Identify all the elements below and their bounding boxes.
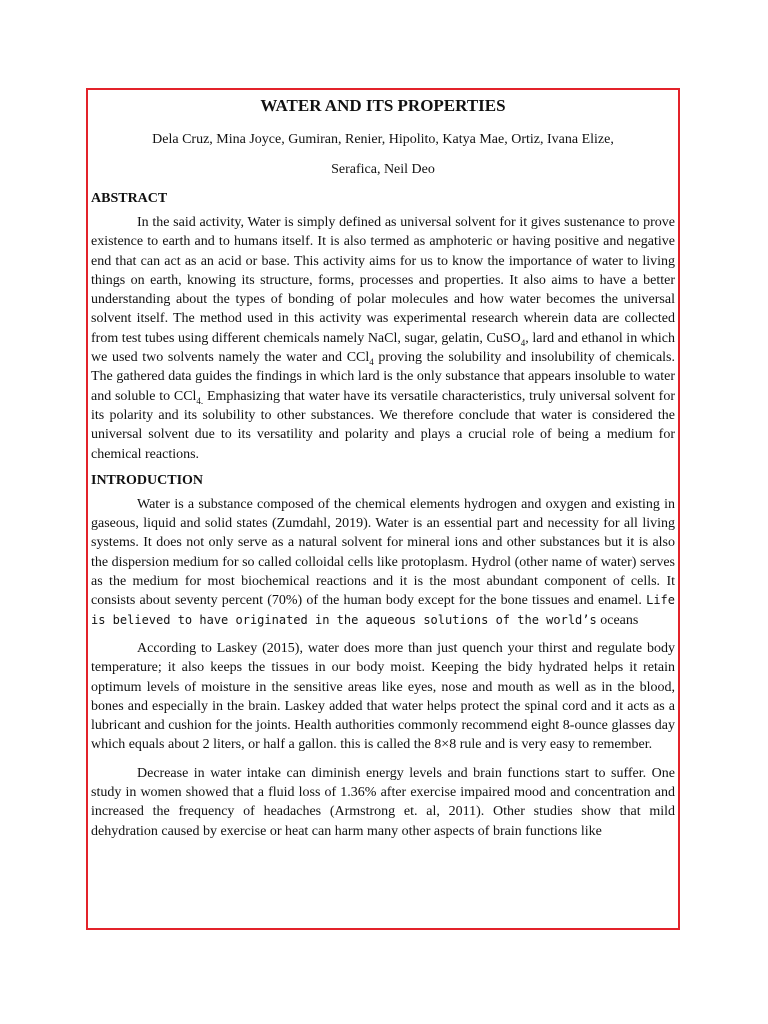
abstract-heading: ABSTRACT bbox=[91, 191, 168, 206]
subscript-4: 4 bbox=[369, 356, 374, 367]
subscript-4: 4. bbox=[196, 395, 204, 406]
authors bbox=[91, 125, 675, 185]
introduction-heading: INTRODUCTION bbox=[91, 472, 204, 488]
intro-paragraph-2: According to Laskey (2015), water does more than just quench your thirst and regulate body temperature; it also keeps the tissues in our body moist. Keeping the bidy hydrated helps it retain optimum levels of moisture in the sensitive areas like eyes, nose and mouth as well as in the blood, bones and especially in the brain. Laskey added that water helps protect the spinal cord and it acts as a lubricant and cushion for the joints. Health authorities commonly recommend eight 8-ounce glasses day which equals about 2 liters, or half a gallon. this is called the 8×8 rule and is very easy to remember. bbox=[91, 640, 675, 753]
document-title: WATER AND ITS PROPERTIES bbox=[260, 96, 506, 115]
abstract-text-3: proving the solubility and insolubility of chemicals. The gathered data guides the findings in which lard is the only substance that appears insoluble to water and soluble to CCl bbox=[91, 350, 676, 404]
abstract-text-2: , lard and ethanol in which we used two solvents namely the water and CCl bbox=[91, 330, 676, 366]
abstract-text-4: Emphasizing that water have its versatile characteristics, truly universal solvent for its polarity and its solubility to other substances. We therefore conclude that water is considered the universal solvent due to its versatility and polarity and plays a crucial role of being a medium for chemical reactions. bbox=[91, 388, 675, 462]
document-page bbox=[86, 88, 680, 930]
intro-paragraph-3: Decrease in water intake can diminish energy levels and brain functions start to suffer. One study in women showed that a fluid loss of 1.36% after exercise impaired mood and concentration and increased the frequency of headaches (Armstrong et. al, 2011). Other studies show that mild dehydration caused by exercise or heat can harm many other aspects of brain functions like bbox=[91, 765, 675, 839]
intro-p1-text: Water is a substance composed of the chemical elements hydrogen and oxygen and existing in gaseous, liquid and solid states (Zumdahl, 2019). Water is an essential part and necessity for all living systems. It does not only serve as a natural solvent for mineral ions and other substances but it is also the dispersion medium for so called colloidal cells like protoplasm. Hydrol (other name of water) serves as the medium for most biochemical reactions and it is the most abundant component of cells. It consists about seventy percent (70%) of the human body except for the bone tissues and enamel. bbox=[91, 496, 675, 609]
authors-line-1: Dela Cruz, Mina Joyce, Gumiran, Renier, Hipolito, Katya Mae, Ortiz, Ivana Elize, bbox=[152, 132, 614, 147]
authors-line-2: Serafica, Neil Deo bbox=[331, 162, 435, 177]
intro-paragraph-1 bbox=[91, 495, 675, 630]
abstract-text-1: In the said activity, Water is simply defined as universal solvent for it gives sustenance to prove existence to earth and to humans itself. It is also termed as amphoteric or having positive and negative end that can act as an acid or base. This activity aims for us to know the importance of water to living things on earth, knowing its structure, forms, processes and properties. It also aims to have a better understanding about the types of bonding of polar molecules and how water becomes the universal solvent itself. The method used in this activity was experimental research wherein data are collected from test tubes using different chemicals namely NaCl, sugar, gelatin, CuSO bbox=[91, 215, 675, 346]
abstract-paragraph bbox=[91, 213, 675, 464]
intro-p1-end: oceans bbox=[596, 612, 639, 628]
subscript-4: 4 bbox=[520, 337, 526, 348]
intro-p1-tail: Life is believed to have originated in the aqueous solutions of the world’s bbox=[91, 593, 675, 627]
